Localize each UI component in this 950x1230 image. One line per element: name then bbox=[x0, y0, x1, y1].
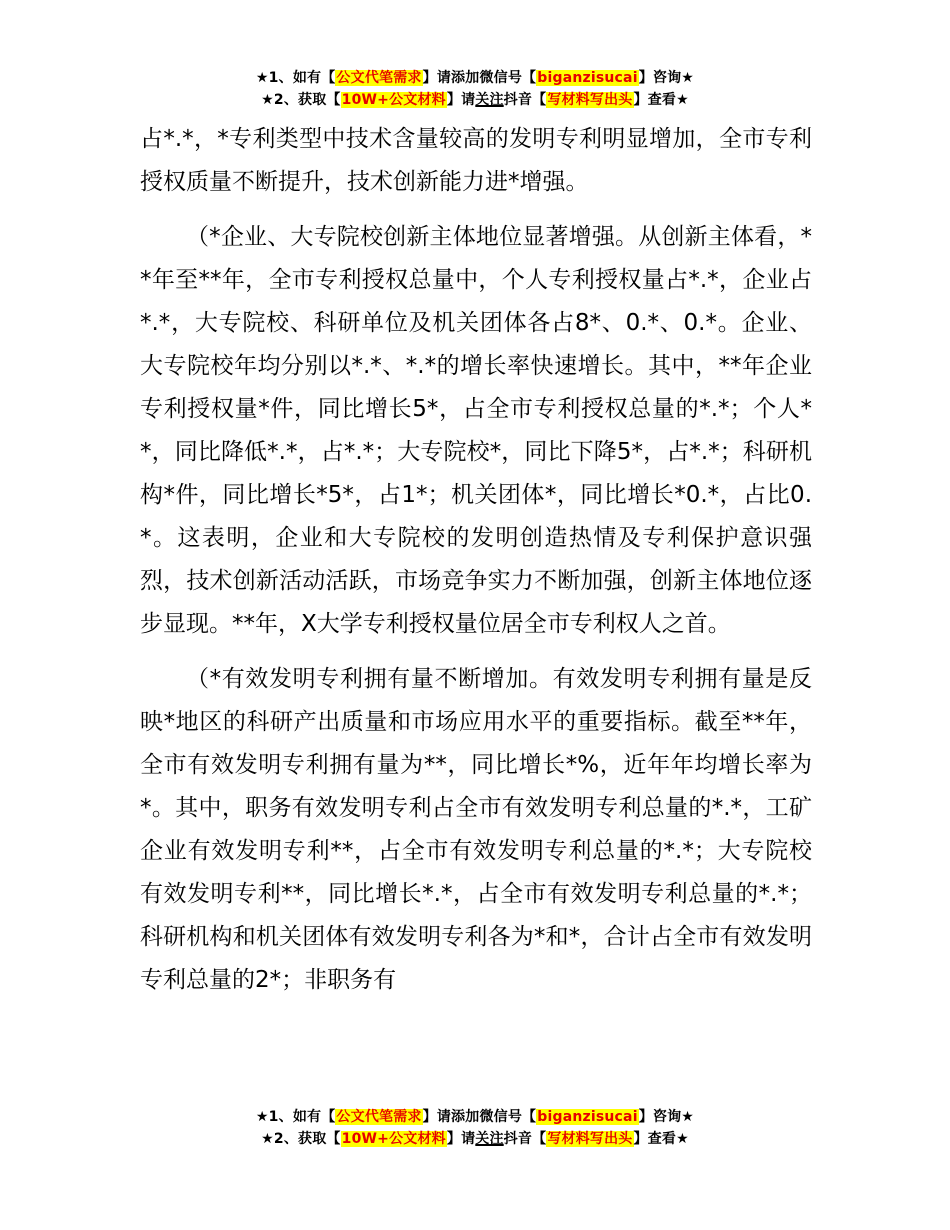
banner-line-1-suffix: 】咨询★ bbox=[638, 70, 695, 86]
footer-line-1-suffix: 】咨询★ bbox=[638, 1109, 695, 1125]
document-body bbox=[140, 118, 812, 1002]
banner-highlight-wechat-id: biganzisucai bbox=[537, 70, 638, 86]
footer-highlight-service: 公文代笔需求 bbox=[336, 1109, 422, 1125]
banner-line-2-mid2: 抖音【 bbox=[503, 92, 547, 108]
footer-line-1-mid: 】请添加 bbox=[422, 1109, 480, 1125]
banner-highlight-materials: 10W+公文材料 bbox=[341, 92, 446, 108]
banner-line-2 bbox=[0, 89, 950, 111]
banner-line-2-suffix: 】查看★ bbox=[633, 92, 689, 108]
footer-underline-follow: 关注 bbox=[475, 1131, 504, 1147]
footer-banner-line-1 bbox=[0, 1106, 950, 1128]
footer-line-1-mid2: 微信号【 bbox=[479, 1109, 537, 1125]
footer-highlight-wechat-id: biganzisucai bbox=[537, 1109, 638, 1125]
footer-highlight-douyin: 写材料写出头 bbox=[547, 1131, 633, 1147]
paragraph-1: 占*.*，*专利类型中技术含量较高的发明专利明显增加，全市专利授权质量不断提升，技术创新能力进*增强。 bbox=[140, 126, 812, 195]
footer-banner bbox=[0, 1106, 950, 1150]
header-banner bbox=[0, 67, 950, 111]
banner-line-2-prefix: ★2、获取【 bbox=[261, 92, 341, 108]
footer-line-1-prefix: ★1、如有【 bbox=[255, 1109, 336, 1125]
banner-highlight-service: 公文代笔需求 bbox=[336, 70, 422, 86]
footer-line-2-prefix: ★2、获取【 bbox=[261, 1131, 341, 1147]
paragraph-3: （*有效发明专利拥有量不断增加。有效发明专利拥有量是反映*地区的科研产出质量和市场应用水平的重要指标。截至**年，全市有效发明专利拥有量为**，同比增长*%，近年年均增长率为*。其中，职务有效发明专利占全市有效发明专利总量的*.*，工矿企业有效发明专利**，占全市有效发明专利总量的*.*；大专院校有效发明专利**，同比增长*.*，占全市有效发明专利总量的*.*；科研机构和机关团体有效发明专利各为*和*，合计占全市有效发明专利总量的2*；非职务有 bbox=[140, 666, 812, 993]
banner-line-1 bbox=[0, 67, 950, 89]
banner-line-1-mid2: 微信号【 bbox=[479, 70, 537, 86]
footer-line-2-mid2: 抖音【 bbox=[503, 1131, 547, 1147]
footer-line-2-mid: 】请 bbox=[446, 1131, 476, 1147]
footer-highlight-materials: 10W+公文材料 bbox=[341, 1131, 446, 1147]
paragraph-2: （*企业、大专院校创新主体地位显著增强。从创新主体看，**年至**年，全市专利授权总量中，个人专利授权量占*.*，企业占*.*，大专院校、科研单位及机关团体各占8*、0.*、0.*。企业、大专院校年均分别以*.*、*.*的增长率快速增长。其中，**年企业专利授权量*件，同比增长5*，占全市专利授权总量的*.*；个人**，同比降低*.*，占*.*；大专院校*，同比下降5*，占*.*；科研机构*件，同比增长*5*，占1*；机关团体*，同比增长*0.*，占比0.*。这表明，企业和大专院校的发明创造热情及专利保护意识强烈，技术创新活动活跃，市场竞争实力不断加强，创新主体地位逐步显现。**年，X大学专利授权量位居全市专利权人之首。 bbox=[140, 224, 812, 637]
banner-line-2-mid: 】请 bbox=[446, 92, 476, 108]
banner-line-1-mid: 】请添加 bbox=[422, 70, 480, 86]
banner-line-1-prefix: ★1、如有【 bbox=[255, 70, 336, 86]
footer-line-2-suffix: 】查看★ bbox=[633, 1131, 689, 1147]
banner-highlight-douyin: 写材料写出头 bbox=[547, 92, 633, 108]
footer-banner-line-2 bbox=[0, 1128, 950, 1150]
banner-underline-follow: 关注 bbox=[475, 92, 504, 108]
